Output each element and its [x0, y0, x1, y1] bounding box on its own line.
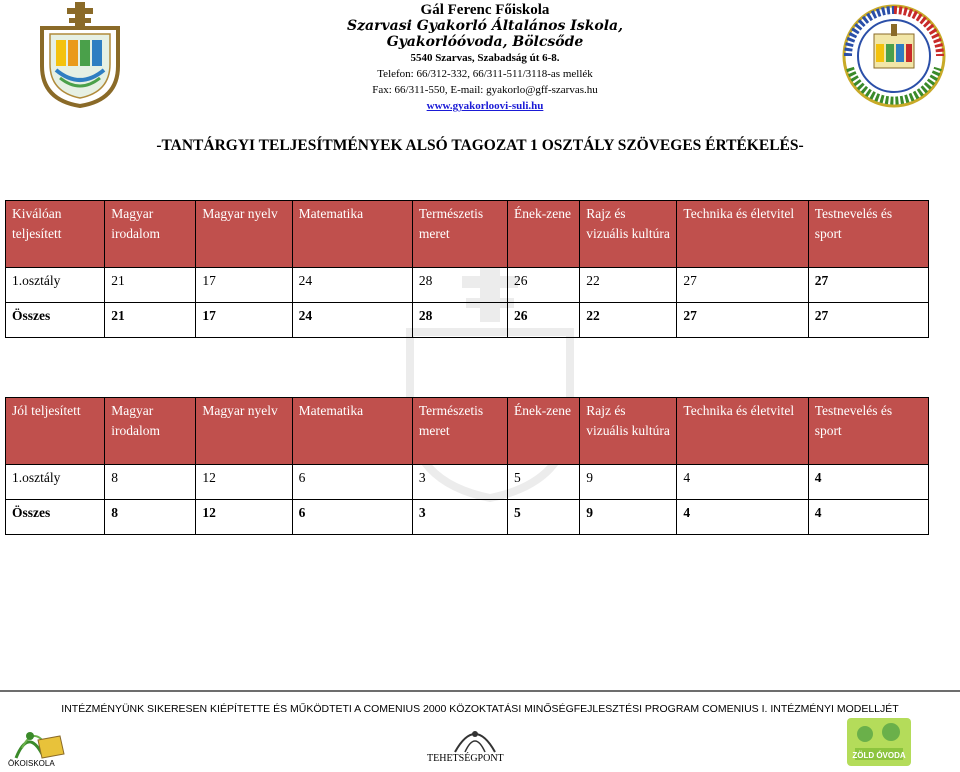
college-name: Gál Ferenc Főiskola [420, 2, 550, 18]
header-cell: Rajz és vizuális kultúra [580, 398, 677, 465]
table-cell: 5 [508, 500, 580, 535]
school-phone: Telefon: 66/312-332, 66/311-511/3118-as mellék [377, 68, 593, 80]
table-cell: 8 [105, 500, 196, 535]
table-cell: 24 [292, 268, 412, 303]
school-website-link[interactable]: www.gyakorloovi-suli.hu [426, 100, 544, 112]
table-cell: 4 [808, 500, 928, 535]
zold-ovoda-logo [845, 716, 913, 768]
header-cell: Magyar nyelv [196, 201, 292, 268]
table-cell: 26 [508, 268, 580, 303]
table-cell: 4 [677, 500, 808, 535]
footer-statement: INTÉZMÉNYÜNK SIKERESEN KIÉPÍTETTE ÉS MŰKÖDTETI A COMENIUS 2000 KÖZOKTATÁSI MINŐSÉGFEJLESZTÉSI PROGRAM COMENIUS I. INTÉZMÉNYI MODELLJÉT [61, 703, 899, 715]
table-total-row [6, 303, 929, 338]
college-crest-logo [36, 0, 124, 108]
table-cell: 27 [677, 303, 808, 338]
header-cell: Testnevelés és sport [808, 398, 928, 465]
header-cell: Kiválóan teljesített [6, 201, 105, 268]
table-header-row [6, 201, 929, 268]
table-header-row [6, 398, 929, 465]
header-cell: Technika és életvitel [677, 398, 808, 465]
header-cell: Matematika [292, 398, 412, 465]
table-cell: 28 [412, 268, 507, 303]
table-row [6, 465, 929, 500]
table-cell: 21 [105, 303, 196, 338]
okoiskola-label: ÖKOISKOLA [8, 759, 55, 768]
table-cell: 26 [508, 303, 580, 338]
table-cell: Összes [6, 303, 105, 338]
excellent-performance-table [5, 200, 929, 338]
table-cell: 1.osztály [6, 465, 105, 500]
table-cell: 17 [196, 268, 292, 303]
table-cell: 4 [677, 465, 808, 500]
header-cell: Ének-zene [508, 398, 580, 465]
table-cell: 5 [508, 465, 580, 500]
table-row [6, 268, 929, 303]
svg-text:ZÖLD ÓVODA: ZÖLD ÓVODA [852, 751, 906, 760]
table-cell: 9 [580, 500, 677, 535]
header-cell: Ének-zene [508, 201, 580, 268]
table-cell: 3 [412, 500, 507, 535]
table-cell: 4 [808, 465, 928, 500]
school-fax-email: Fax: 66/311-550, E-mail: gyakorlo@gff-szarvas.hu [372, 84, 598, 96]
footer-divider [0, 690, 960, 692]
table-cell: 27 [677, 268, 808, 303]
header-cell: Magyar irodalom [105, 201, 196, 268]
header-cell: Természetis meret [412, 398, 507, 465]
header-cell: Természetis meret [412, 201, 507, 268]
school-letterhead [300, 2, 670, 114]
document-title: -TANTÁRGYI TELJESÍTMÉNYEK ALSÓ TAGOZAT 1 OSZTÁLY SZÖVEGES ÉRTÉKELÉS- [156, 137, 804, 154]
tehetsegpont-label: TEHETSÉGPONT [427, 753, 504, 764]
table-cell: 1.osztály [6, 268, 105, 303]
header-cell: Matematika [292, 201, 412, 268]
school-round-logo [838, 4, 950, 108]
table-cell: 27 [808, 268, 928, 303]
table-cell: 24 [292, 303, 412, 338]
table-cell: 28 [412, 303, 507, 338]
table-cell: 12 [196, 465, 292, 500]
header-cell: Testnevelés és sport [808, 201, 928, 268]
table-cell: 8 [105, 465, 196, 500]
table-cell: 3 [412, 465, 507, 500]
header-cell: Magyar nyelv [196, 398, 292, 465]
table-cell: 9 [580, 465, 677, 500]
table-cell: 6 [292, 500, 412, 535]
table-cell: 12 [196, 500, 292, 535]
table-cell: 22 [580, 268, 677, 303]
table-cell: 17 [196, 303, 292, 338]
table-total-row [6, 500, 929, 535]
school-address: 5540 Szarvas, Szabadság út 6-8. [410, 52, 560, 64]
header-cell: Technika és életvitel [677, 201, 808, 268]
header-cell: Magyar irodalom [105, 398, 196, 465]
school-name: Szarvasi Gyakorló Általános Iskola, Gyakorlóóvoda, Bölcsőde [346, 18, 623, 50]
header-cell: Rajz és vizuális kultúra [580, 201, 677, 268]
table-cell: Összes [6, 500, 105, 535]
table-cell: 22 [580, 303, 677, 338]
good-performance-table [5, 397, 929, 535]
header-cell: Jól teljesített [6, 398, 105, 465]
table-cell: 27 [808, 303, 928, 338]
table-cell: 21 [105, 268, 196, 303]
table-cell: 6 [292, 465, 412, 500]
